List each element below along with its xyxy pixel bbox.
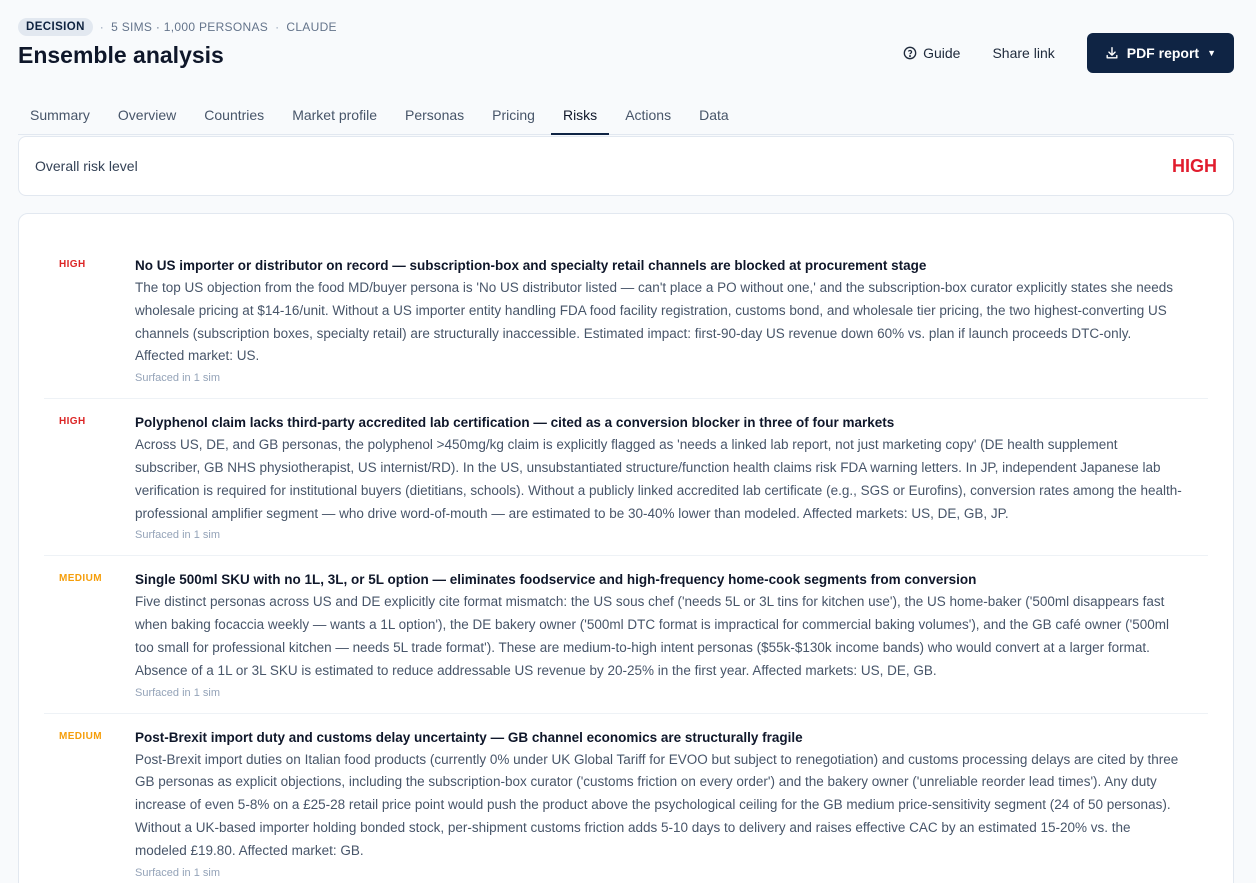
tab-pricing[interactable]: Pricing: [492, 107, 535, 123]
separator-dot: ·: [99, 20, 105, 34]
model-meta: CLAUDE: [286, 20, 337, 34]
risk-body: [135, 570, 1208, 698]
tab-data[interactable]: Data: [699, 107, 729, 123]
tab-actions[interactable]: Actions: [625, 107, 672, 123]
risk-item: [44, 399, 1208, 556]
tab-countries[interactable]: Countries: [204, 107, 265, 123]
overall-risk-card: [18, 136, 1234, 196]
meta-row: [18, 16, 337, 38]
risk-body: [135, 413, 1208, 541]
share-label: Share link: [992, 45, 1055, 61]
overall-risk-value: HIGH: [1172, 155, 1217, 176]
overall-risk-label: Overall risk level: [35, 158, 138, 174]
risk-body: [135, 728, 1208, 879]
tab-risks[interactable]: Risks: [551, 97, 609, 135]
share-link-button[interactable]: [992, 45, 1054, 61]
severity-badge: MEDIUM: [59, 730, 102, 742]
risk-title: Single 500ml SKU with no 1L, 3L, or 5L option — eliminates foodservice and high-frequency home-cook segments from conversion: [135, 572, 977, 588]
header-actions: [903, 33, 1234, 73]
risk-item: [44, 556, 1208, 713]
separator-dot: ·: [275, 20, 280, 34]
risk-item: [44, 242, 1208, 399]
severity-badge: MEDIUM: [59, 573, 102, 585]
risk-title: No US importer or distributor on record — subscription-box and specialty retail channels are blocked at procurement stage: [135, 258, 927, 273]
risk-list: [18, 213, 1234, 883]
decision-badge: DECISION: [18, 18, 93, 36]
surfaced-count: Surfaced in 1 sim: [135, 866, 220, 879]
severity-badge: HIGH: [59, 416, 86, 428]
guide-button[interactable]: [903, 45, 960, 61]
surfaced-count: Surfaced in 1 sim: [135, 372, 220, 385]
risk-title: Polyphenol claim lacks third-party accredited lab certification — cited as a conversion blocker in three of four markets: [135, 415, 895, 431]
tab-personas[interactable]: Personas: [405, 107, 465, 123]
risk-title: Post-Brexit import duty and customs delay uncertainty — GB channel economics are structurally fragile: [135, 729, 803, 745]
page-title: Ensemble analysis: [18, 42, 224, 68]
risk-item: [44, 714, 1208, 883]
tab-bar: [18, 97, 1234, 135]
surfaced-count: Surfaced in 1 sim: [135, 529, 220, 542]
pdf-report-button[interactable]: [1087, 33, 1234, 73]
severity-badge: HIGH: [59, 259, 86, 270]
caret-down-icon: ▼: [1207, 48, 1216, 58]
tab-overview[interactable]: Overview: [117, 107, 177, 123]
risk-body: [135, 256, 1208, 384]
help-circle-icon: [903, 46, 917, 60]
risk-description: The top US objection from the food MD/buyer persona is 'No US distributor listed — can't place a PO without one,' and the subscription-box curator explicitly states she needs wholesale pricing at $14-16/unit. Without a US importer entity handling FDA food facility registration, customs bond, and wholesale tier pricing, the two highest-converting US channels (subscription boxes, specialty retail) are structurally inaccessible. Estimated impact: first-90-day US revenue down 60% vs. plan if launch proceeds DTC-only. Affected market: US.: [135, 280, 1174, 364]
sims-meta: 5 SIMS · 1,000 PERSONAS: [111, 20, 269, 34]
download-icon: [1105, 46, 1119, 60]
tab-market-profile[interactable]: Market profile: [292, 107, 377, 123]
tab-summary[interactable]: Summary: [30, 107, 90, 123]
risk-description: Across US, DE, and GB personas, the polyphenol >450mg/kg claim is explicitly flagged as 'needs a linked lab report, not just marketing copy' (DE health supplement subscriber, GB NHS physiotherapist, US internist/RD). In the US, unsubstantiated structure/function health claims risk FDA warning letters. In JP, independent Japanese lab verification is required for institutional buyers (dietitians, schools). Without a publicly linked accredited lab certificate (e.g., SGS or Eurofins), conversion rates among the health-professional amplifier segment — who drive word-of-mouth — are estimated to be 30-40% lower than modeled. Affected markets: US, DE, GB, JP.: [135, 437, 1182, 521]
risk-description: Five distinct personas across US and DE explicitly cite format mismatch: the US sous chef ('needs 5L or 3L tins for kitchen use'), the US home-baker ('500ml disappears fast when baking focaccia weekly — wants a 1L option'), the DE bakery owner ('500ml DTC format is impractical for commercial baking volumes'), and the GB café owner ('500ml too small for professional kitchen — needs 5L trade format'). These are medium-to-high intent personas ($55k-$130k income bands) who would convert at a larger format. Absence of a 1L or 3L SKU is estimated to reduce addressable US revenue by 20-25% in the first year. Affected markets: US, DE, GB.: [135, 594, 1169, 678]
surfaced-count: Surfaced in 1 sim: [135, 686, 220, 699]
guide-label: Guide: [923, 45, 961, 61]
pdf-label: PDF report: [1126, 45, 1200, 61]
risk-description: Post-Brexit import duties on Italian food products (currently 0% under UK Global Tariff for EVOO but subject to renegotiation) and customs processing delays are cited by three GB personas as explicit objections, including the subscription-box curator ('customs friction on every order') and the bakery owner ('unreliable reorder lead times'). Any duty increase of even 5-8% on a £25-28 retail price point would push the product above the psychological ceiling for the GB medium price-sensitivity segment (24 of 50 personas). Without a UK-based importer holding bonded stock, per-shipment customs friction adds 5-10 days to delivery and raises effective CAC by an estimated 15-20% vs. the modeled £19.80. Affected market: GB.: [135, 751, 1179, 858]
